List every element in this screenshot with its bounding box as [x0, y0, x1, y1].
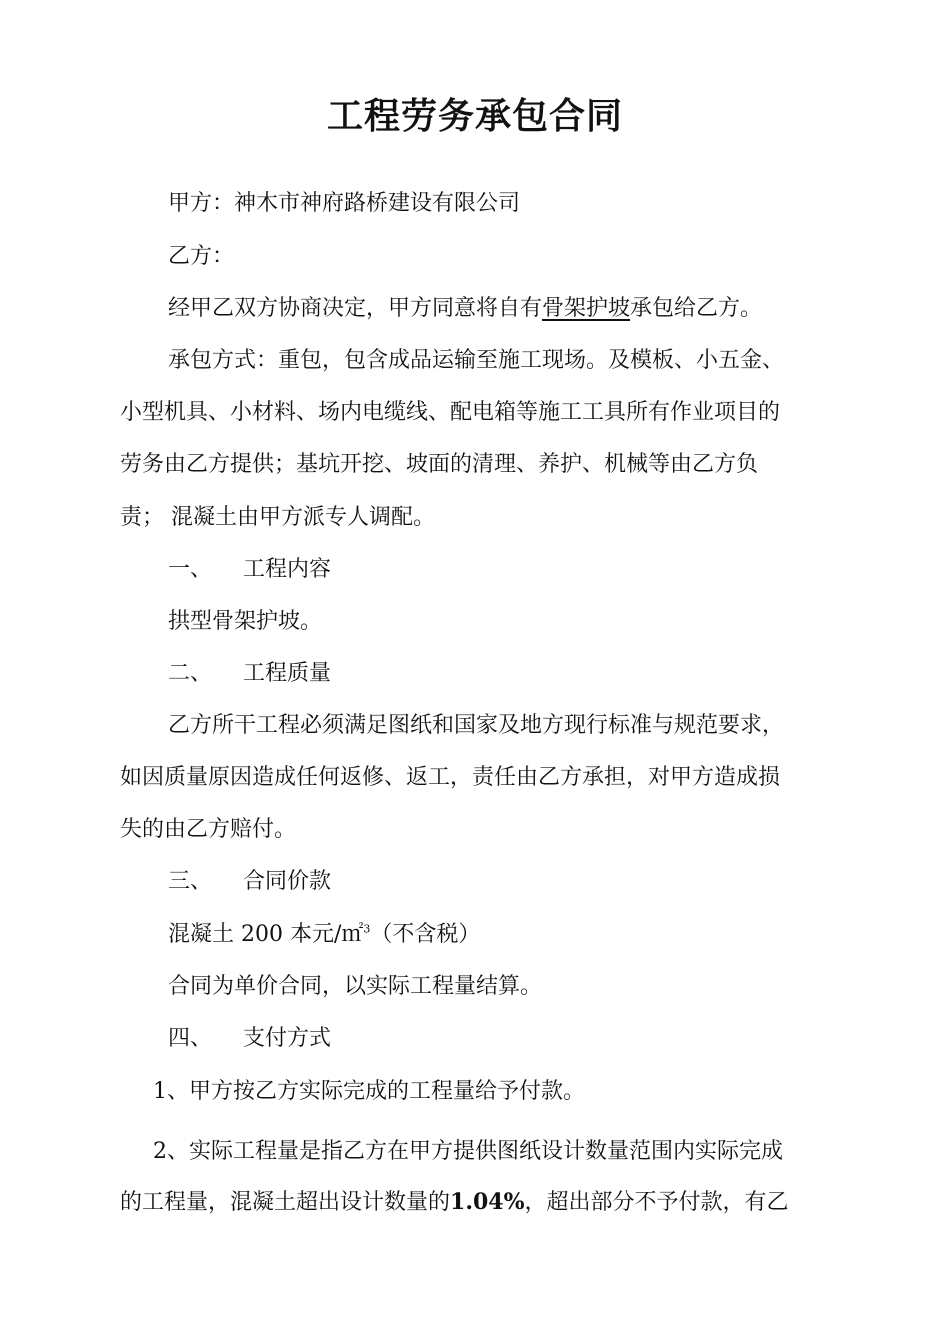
payment-item-2-line	[120, 1187, 840, 1218]
section-number: 一、	[168, 557, 213, 582]
section-title: 工程质量	[243, 661, 332, 686]
contract-method-line: 劳务由乙方提供；基坑开挖、坡面的清理、养护、机械等由乙方负	[120, 452, 759, 477]
price-line	[168, 920, 848, 950]
price-superscript: 3	[363, 922, 371, 936]
overrun-percentage: 1.04%	[450, 1189, 525, 1215]
contract-type-note: 合同为单价合同，以实际工程量结算。	[168, 974, 543, 999]
intro-paragraph	[168, 294, 848, 324]
party-b: 乙方：	[168, 244, 235, 269]
contract-method-line: 承包方式：重包，包含成品运输至施工现场。及模板、小五金、	[168, 348, 785, 373]
contract-method-line: 责； 混凝土由甲方派专人调配。	[120, 505, 435, 530]
contract-method-line: 小型机具、小材料、场内电缆线、配电箱等施工工具所有作业项目的	[120, 400, 781, 425]
intro-text-after: 承包给乙方。	[630, 296, 763, 321]
section-title: 支付方式	[243, 1026, 332, 1051]
section-2-body-line: 乙方所干工程必须满足图纸和国家及地方现行标准与规范要求，	[168, 713, 785, 738]
section-2-heading	[168, 659, 848, 689]
document-title: 工程劳务承包合同	[326, 95, 623, 137]
payment-item-1: 1、甲方按乙方实际完成的工程量给予付款。	[153, 1079, 585, 1104]
section-3-heading	[168, 867, 848, 897]
section-2-body-line: 如因质量原因造成任何返修、返工，责任由乙方承担，对甲方造成损	[120, 765, 781, 790]
intro-text-before: 经甲乙双方协商决定，甲方同意将自有	[168, 296, 543, 321]
price-text: 混凝土 200 本元/㎡	[168, 922, 364, 947]
payment-item-2-line: 2、实际工程量是指乙方在甲方提供图纸设计数量范围内实际完成	[153, 1139, 783, 1164]
section-2-body-line: 失的由乙方赔付。	[120, 817, 297, 842]
section-4-heading	[168, 1024, 848, 1054]
section-1-heading	[168, 555, 848, 585]
section-number: 二、	[168, 661, 213, 686]
party-a: 甲方：神木市神府路桥建设有限公司	[168, 191, 521, 216]
section-number: 三、	[168, 869, 213, 894]
payment-text: ，超出部分不予付款，有乙	[524, 1190, 789, 1215]
section-1-body: 拱型骨架护坡。	[168, 609, 323, 634]
section-title: 合同价款	[243, 869, 332, 894]
section-title: 工程内容	[243, 557, 332, 582]
payment-text: 的工程量，混凝土超出设计数量的	[120, 1190, 451, 1215]
price-tax-note: （不含税）	[370, 922, 481, 947]
section-number: 四、	[168, 1026, 213, 1051]
intro-underlined-project: 骨架护坡	[542, 296, 631, 321]
